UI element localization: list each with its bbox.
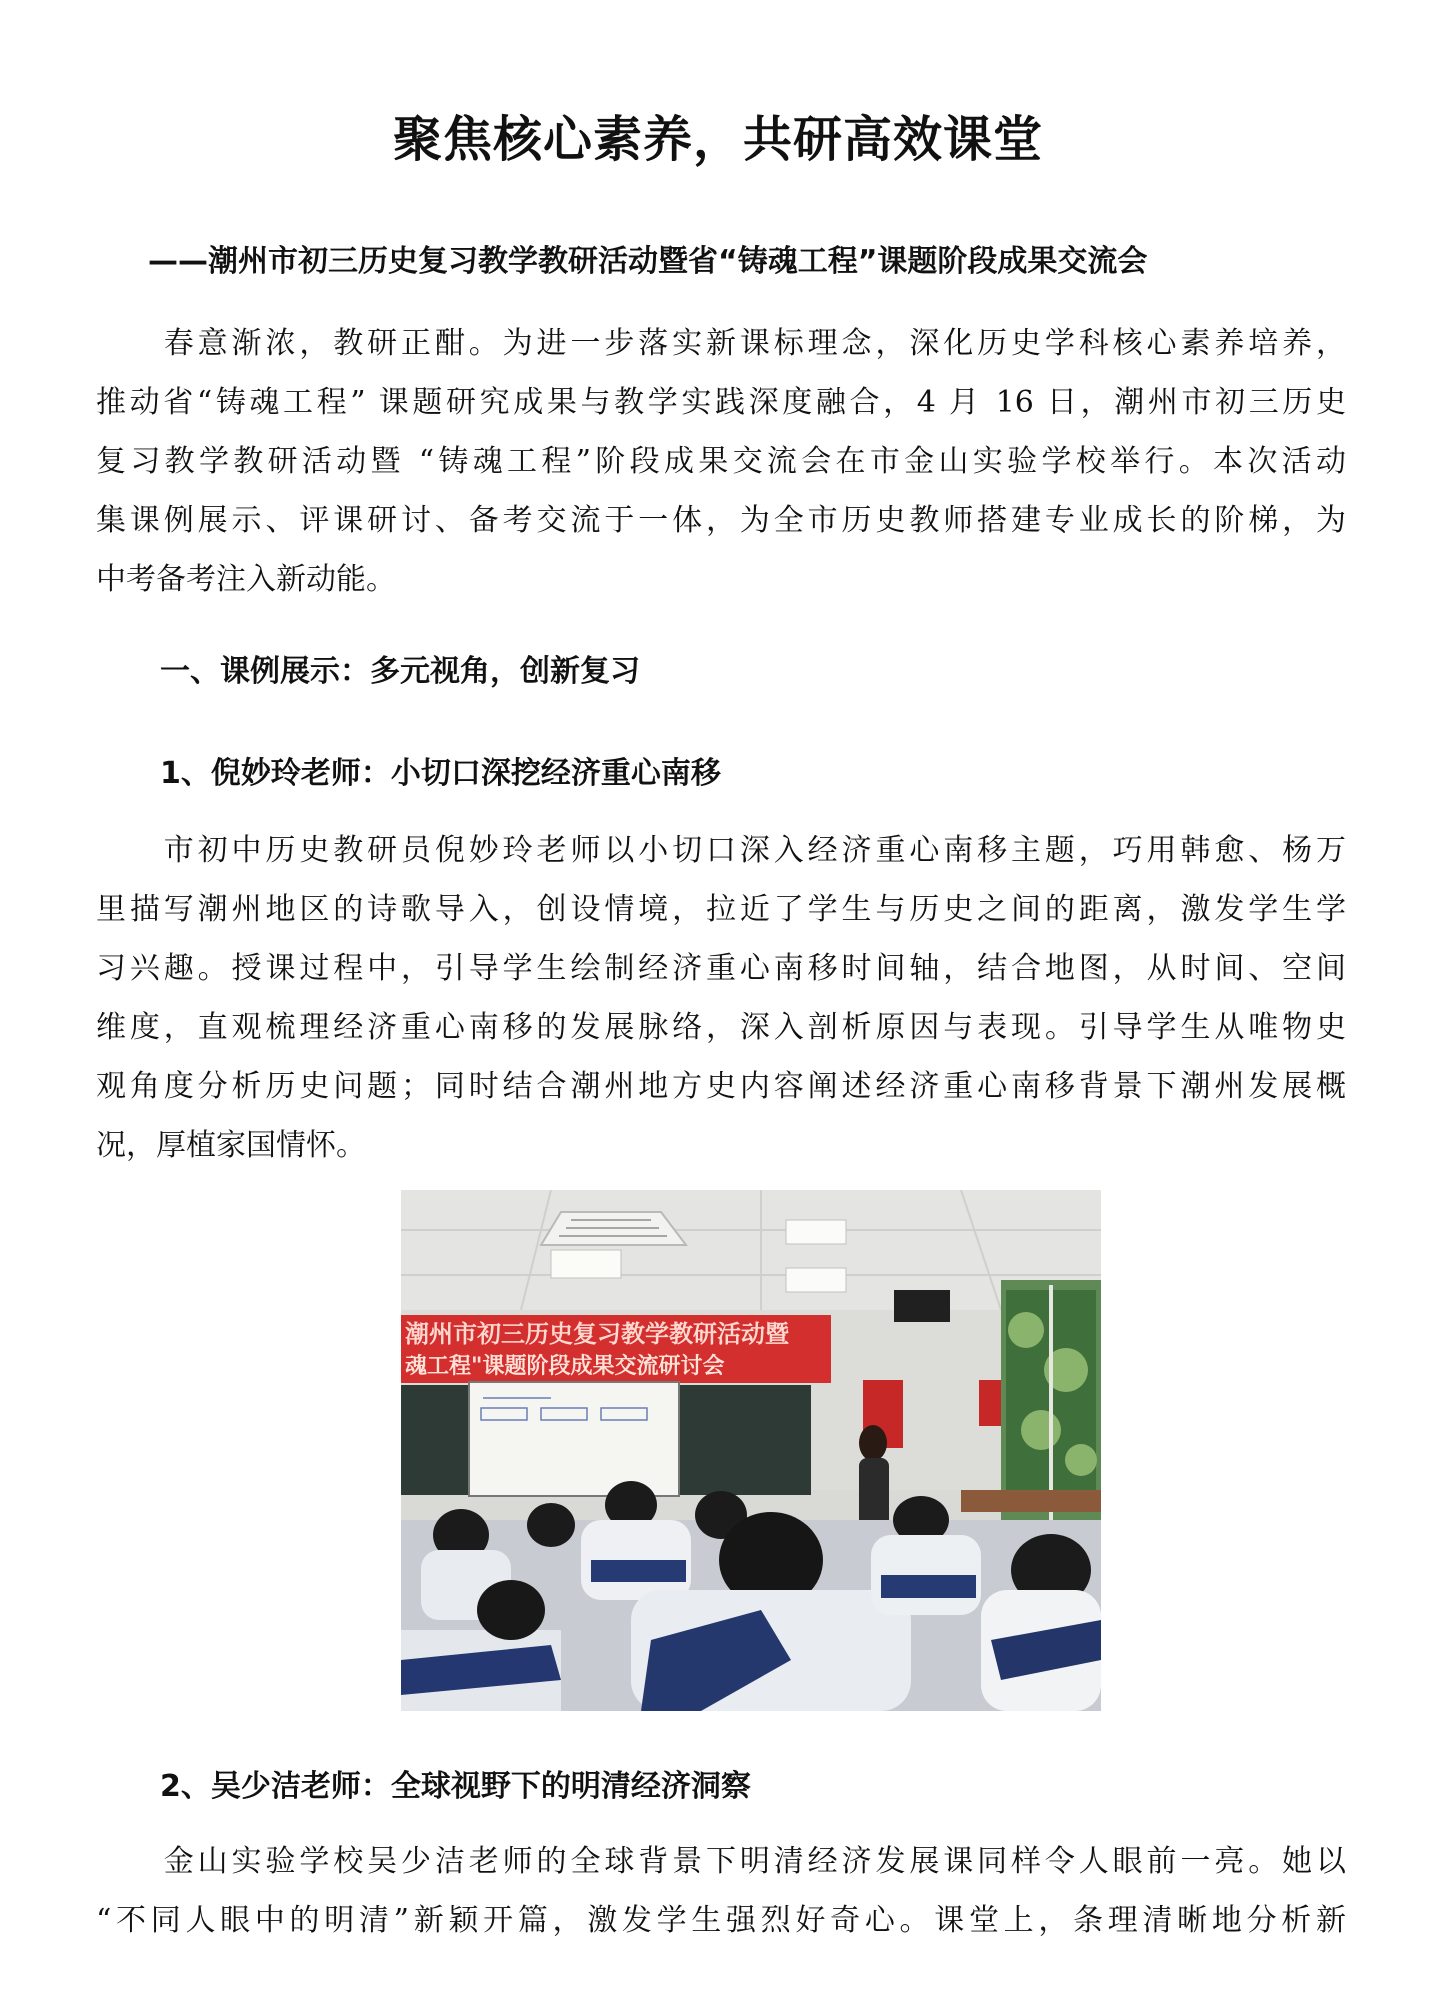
paragraph-line: 中考备考注入新动能。 [96, 562, 396, 597]
paragraph-line: 集课例展示、评课研讨、备考交流于一体，为全市历史教师搭建专业成长的阶梯，为 [96, 503, 1346, 538]
lesson-heading: 2、吴少洁老师：全球视野下的明清经济洞察 [160, 1769, 751, 1804]
classroom-photo [401, 1190, 1101, 1711]
section-heading: 一、课例展示：多元视角，创新复习 [160, 654, 640, 689]
paragraph-line: 春意渐浓，教研正酣。为进一步落实新课标理念，深化历史学科核心素养培养， [96, 326, 1346, 361]
paragraph-line: 市初中历史教研员倪妙玲老师以小切口深入经济重心南移主题，巧用韩愈、杨万 [96, 833, 1346, 868]
paragraph-line: 推动省“铸魂工程” 课题研究成果与教学实践深度融合，4 月 16 日，潮州市初三历史 [96, 385, 1346, 420]
intro-paragraph [96, 314, 1346, 609]
paragraph-line: 里描写潮州地区的诗歌导入，创设情境，拉近了学生与历史之间的距离，激发学生学 [96, 892, 1346, 927]
document-subtitle: ——潮州市初三历史复习教学教研活动暨省“铸魂工程”课题阶段成果交流会 [148, 244, 1148, 279]
lesson2-paragraph [96, 1832, 1346, 1950]
paragraph-line: 观角度分析历史问题；同时结合潮州地方史内容阐述经济重心南移背景下潮州发展概 [96, 1069, 1346, 1104]
banner-text-2: 魂工程"课题阶段成果交流研讨会 [405, 1354, 725, 1379]
lesson-heading: 1、倪妙玲老师：小切口深挖经济重心南移 [160, 756, 721, 791]
banner-text-1: 潮州市初三历史复习教学教研活动暨 [405, 1320, 789, 1348]
paragraph-line: 维度，直观梳理经济重心南移的发展脉络，深入剖析原因与表现。引导学生从唯物史 [96, 1010, 1346, 1045]
paragraph-line: 复习教学教研活动暨 “铸魂工程”阶段成果交流会在市金山实验学校举行。本次活动 [96, 444, 1346, 479]
paragraph-line: “不同人眼中的明清”新颖开篇，激发学生强烈好奇心。课堂上，条理清晰地分析新 [96, 1903, 1346, 1938]
document-title: 聚焦核心素养，共研高效课堂 [392, 111, 1043, 168]
paragraph-line: 况，厚植家国情怀。 [96, 1128, 366, 1163]
paragraph-line: 金山实验学校吴少洁老师的全球背景下明清经济发展课同样令人眼前一亮。她以 [96, 1844, 1346, 1879]
lesson1-paragraph [96, 821, 1346, 1175]
paragraph-line: 习兴趣。授课过程中，引导学生绘制经济重心南移时间轴，结合地图，从时间、空间 [96, 951, 1346, 986]
